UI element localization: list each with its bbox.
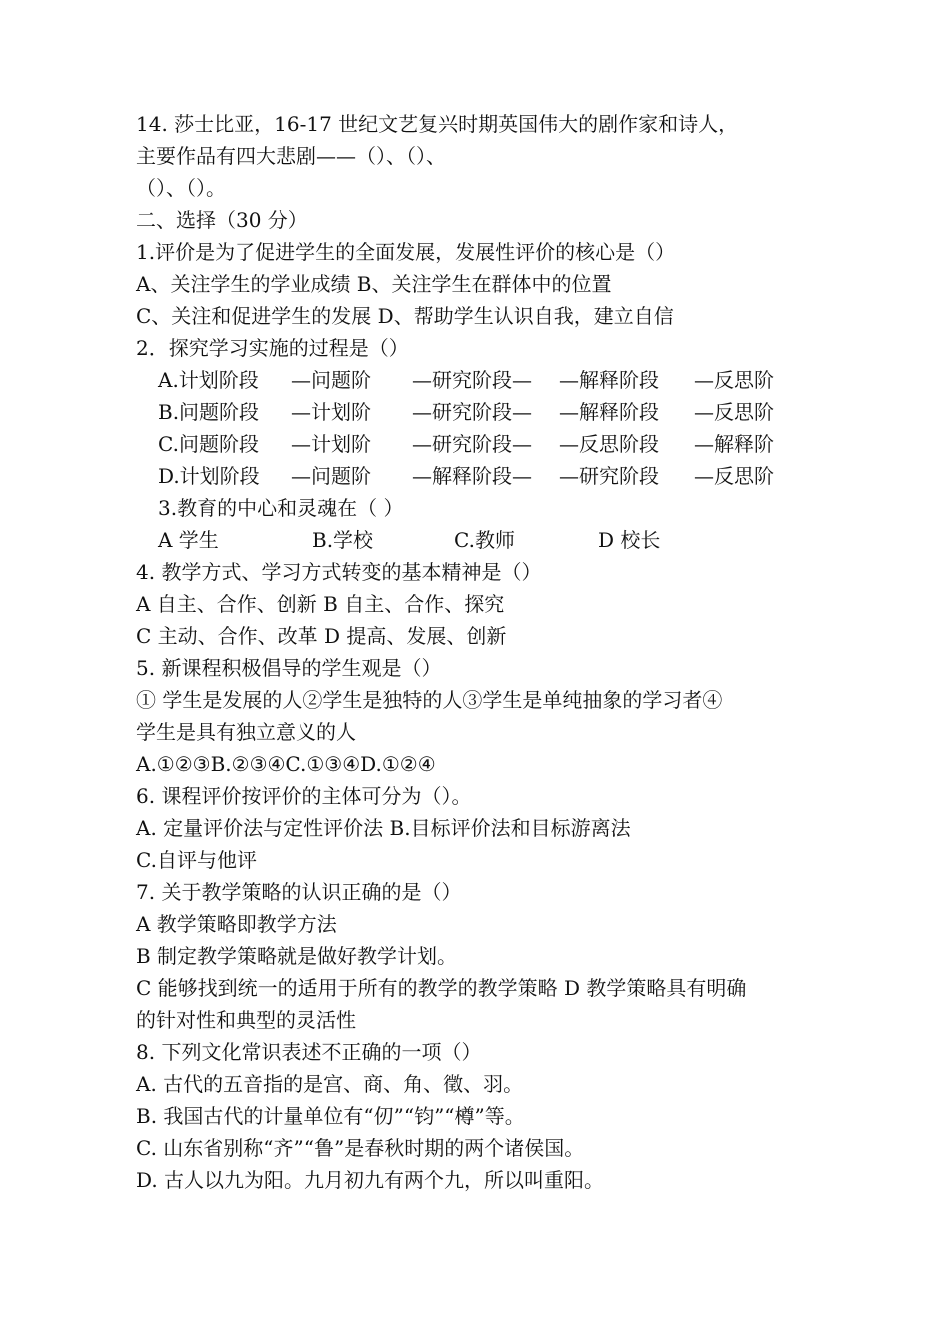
document-page <box>136 108 816 1196</box>
q2-cell: —问题阶 <box>291 464 371 488</box>
q2-cell: —反思阶段 <box>559 432 659 456</box>
q8-stem: 8. 下列文化常识表述不正确的一项（） <box>136 1040 482 1064</box>
q3-option: B.学校 <box>312 528 374 552</box>
q2-cell: —反思阶 <box>694 400 774 424</box>
q3-option: C.教师 <box>454 528 515 552</box>
q2-cell: —研究阶段 <box>559 464 659 488</box>
q8-option-d: D. 古人以九为阳。九月初九有两个九，所以叫重阳。 <box>136 1168 605 1192</box>
q14-line-3: （）、（）。 <box>136 176 226 200</box>
q7-option-cd-2: 的针对性和典型的灵活性 <box>136 1008 356 1032</box>
q4-options-cd: C 主动、合作、改革 D 提高、发展、创新 <box>136 624 507 648</box>
q2-cell: —研究阶段— <box>412 368 532 392</box>
q2-cell: —解释阶段— <box>412 464 532 488</box>
q2-cell: —研究阶段— <box>412 400 532 424</box>
q7-option-a: A 教学策略即教学方法 <box>136 912 337 936</box>
q2-cell: C.问题阶段 <box>158 432 259 456</box>
q8-option-c: C. 山东省别称“齐”“鲁”是春秋时期的两个诸侯国。 <box>136 1136 585 1160</box>
q6-stem: 6. 课程评价按评价的主体可分为（）。 <box>136 784 472 808</box>
q3-option: D 校长 <box>598 528 661 552</box>
q8-option-a: A. 古代的五音指的是宫、商、角、徵、羽。 <box>136 1072 524 1096</box>
q14-line-1: 14. 莎士比亚，16-17 世纪文艺复兴时期英国伟大的剧作家和诗人， <box>136 112 739 136</box>
q2-option-row <box>136 428 816 460</box>
q5-stem: 5. 新课程积极倡导的学生观是（） <box>136 656 442 680</box>
q2-option-row <box>136 396 816 428</box>
q7-option-b: B 制定教学策略就是做好教学计划。 <box>136 944 458 968</box>
q2-cell: A.计划阶段 <box>158 368 259 392</box>
q7-option-cd-1: C 能够找到统一的适用于所有的教学的教学策略 D 教学策略具有明确 <box>136 976 747 1000</box>
q2-cell: —解释阶段 <box>559 368 659 392</box>
q4-options-ab: A 自主、合作、创新 B 自主、合作、探究 <box>136 592 505 616</box>
q8-option-b: B. 我国古代的计量单位有“仞”“钧”“樽”等。 <box>136 1104 525 1128</box>
q5-statement-1: ① 学生是发展的人②学生是独特的人③学生是单纯抽象的学习者④ <box>136 688 723 712</box>
q14-line-2: 主要作品有四大悲剧——（）、（）、 <box>136 144 446 168</box>
q1-options-ab: A、关注学生的学业成绩 B、关注学生在群体中的位置 <box>136 272 612 296</box>
q5-statement-2: 学生是具有独立意义的人 <box>136 720 356 744</box>
q3-options <box>136 524 816 556</box>
q2-cell: —计划阶 <box>291 400 371 424</box>
q2-stem: 2．探究学习实施的过程是（） <box>136 336 409 360</box>
section-heading: 二、选择（30 分） <box>136 208 308 232</box>
q4-stem: 4. 教学方式、学习方式转变的基本精神是（） <box>136 560 542 584</box>
q6-option-c: C.自评与他评 <box>136 848 257 872</box>
q1-stem: 1.评价是为了促进学生的全面发展，发展性评价的核心是（） <box>136 240 676 264</box>
q2-option-row <box>136 460 816 492</box>
q2-cell: —计划阶 <box>291 432 371 456</box>
q3-option: A 学生 <box>158 528 219 552</box>
q7-stem: 7. 关于教学策略的认识正确的是（） <box>136 880 462 904</box>
q6-options-ab: A. 定量评价法与定性评价法 B.目标评价法和目标游离法 <box>136 816 631 840</box>
q2-cell: D.计划阶段 <box>158 464 260 488</box>
q2-cell: —解释阶段 <box>559 400 659 424</box>
q2-option-row <box>136 364 816 396</box>
q1-options-cd: C、关注和促进学生的发展 D、帮助学生认识自我，建立自信 <box>136 304 674 328</box>
q2-cell: —解释阶 <box>694 432 774 456</box>
q3-stem: 3.教育的中心和灵魂在（ ） <box>158 496 404 520</box>
q2-cell: —反思阶 <box>694 464 774 488</box>
q2-cell: B.问题阶段 <box>158 400 260 424</box>
q5-options: A.①②③B.②③④C.①③④D.①②④ <box>136 752 436 776</box>
q2-cell: —问题阶 <box>291 368 371 392</box>
q2-cell: —研究阶段— <box>412 432 532 456</box>
q2-cell: —反思阶 <box>694 368 774 392</box>
